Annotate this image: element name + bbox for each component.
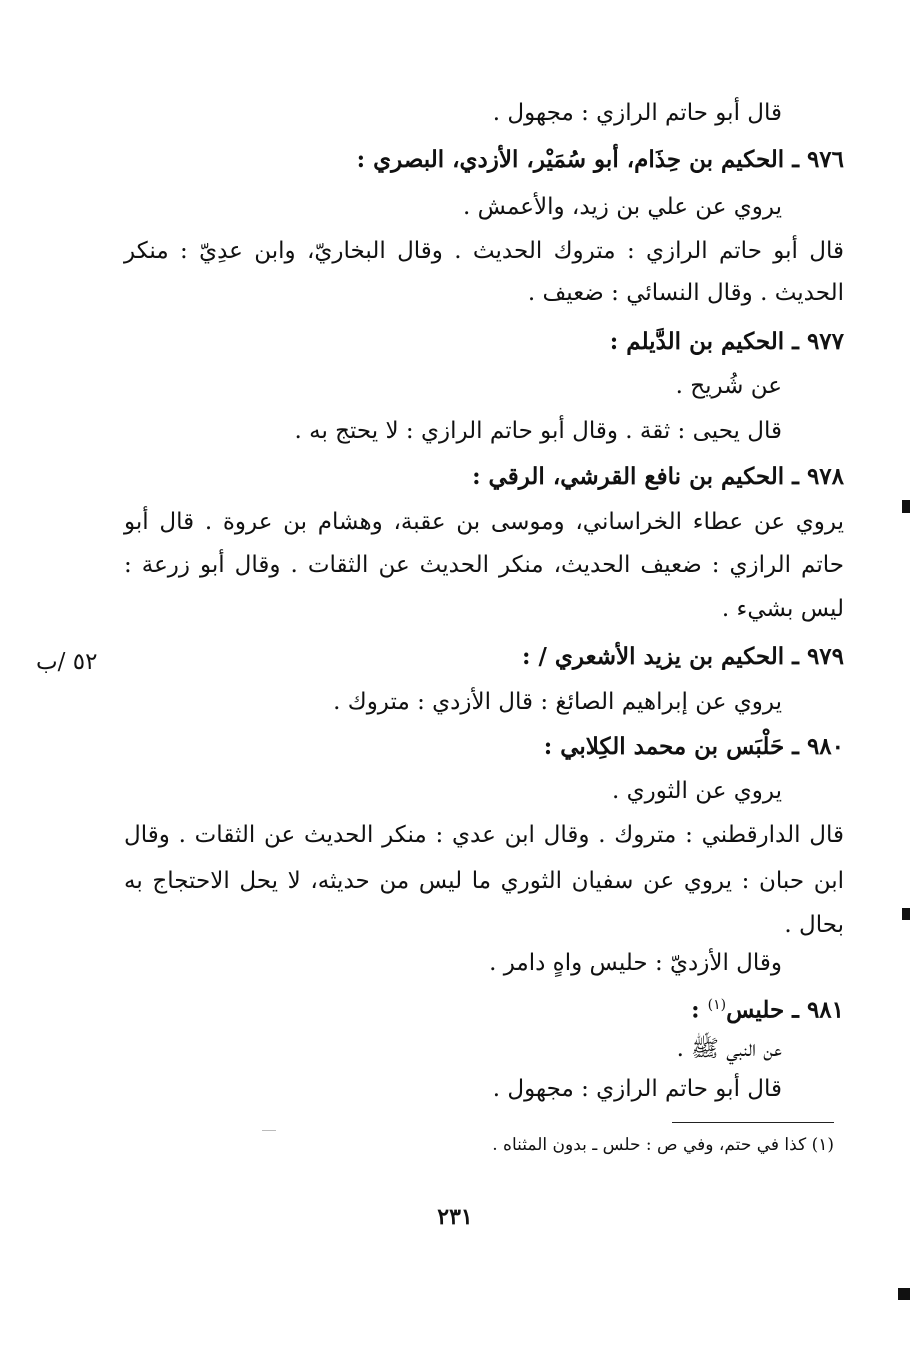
text-line: ليس بشيء . (721, 596, 844, 622)
text-line: قال يحيى : ثقة . وقال أبو حاتم الرازي : لا يحتج به . (294, 418, 782, 444)
footnote-separator (672, 1122, 834, 1123)
page-number: ٢٣١ (437, 1204, 473, 1230)
text-line: يروي عن عطاء الخراساني، وموسى بن عقبة، وهشام بن عروة . قال أبو (124, 509, 844, 535)
text-line: قال أبو حاتم الرازي : مجهول . (492, 1076, 782, 1102)
text-line: عن النبي ﷺ . (676, 1036, 782, 1062)
entry-heading-978: ٩٧٨ ـ الحكيم بن نافع القرشي، الرقي : (472, 463, 844, 490)
footnote: (١) كذا في حتم، وفي ص : حلس ـ بدون المثناه . (492, 1135, 834, 1155)
text-line: قال الدارقطني : متروك . وقال ابن عدي : منكر الحديث عن الثقات . وقال (124, 822, 844, 848)
entry-heading-980: ٩٨٠ ـ حَلْبَس بن محمد الكِلابي : (543, 733, 844, 760)
scan-edge-mark (898, 1288, 910, 1300)
entry-heading-979: ٩٧٩ ـ الحكيم بن يزيد الأشعري / : (522, 643, 844, 670)
text-line: قال أبو حاتم الرازي : مجهول . (492, 100, 782, 126)
text-line: بحال . (784, 912, 844, 938)
text-line: يروي عن إبراهيم الصائغ : قال الأزدي : متروك . (333, 689, 782, 715)
footnote-marker: (١) (707, 997, 727, 1013)
text-line: ابن حبان : يروي عن سفيان الثوري ما ليس من حديثه، لا يحل الاحتجاج به (124, 868, 844, 894)
scan-mark (262, 1130, 276, 1131)
entry-heading-colon: : (691, 996, 708, 1024)
entry-heading-977: ٩٧٧ ـ الحكيم بن الدَّيلم : (609, 328, 844, 355)
text-line: حاتم الرازي : ضعيف الحديث، منكر الحديث عن الثقات . وقال أبو زرعة : (124, 552, 844, 578)
scan-edge-mark (902, 908, 910, 920)
text-line: عن شُريح . (675, 373, 782, 399)
entry-heading-976: ٩٧٦ ـ الحكيم بن حِذَام، أبو سُمَيْر، الأزدي، البصري : (356, 146, 844, 173)
entry-heading-981 (691, 988, 844, 1028)
text-line: يروي عن الثوري . (611, 778, 782, 804)
margin-folio-note: ٥٢ /ب (36, 649, 98, 675)
scan-edge-mark (902, 500, 910, 513)
entry-heading-text: ٩٨١ ـ حليس (726, 996, 844, 1024)
text-line: يروي عن علي بن زيد، والأعمش . (463, 194, 782, 220)
text-line: وقال الأزديّ : حليس واهٍ دامر . (489, 950, 782, 976)
text-line: قال أبو حاتم الرازي : متروك الحديث . وقال البخاريّ، وابن عدِيّ : منكر (124, 238, 844, 264)
text-line: الحديث . وقال النسائي : ضعيف . (527, 280, 844, 306)
